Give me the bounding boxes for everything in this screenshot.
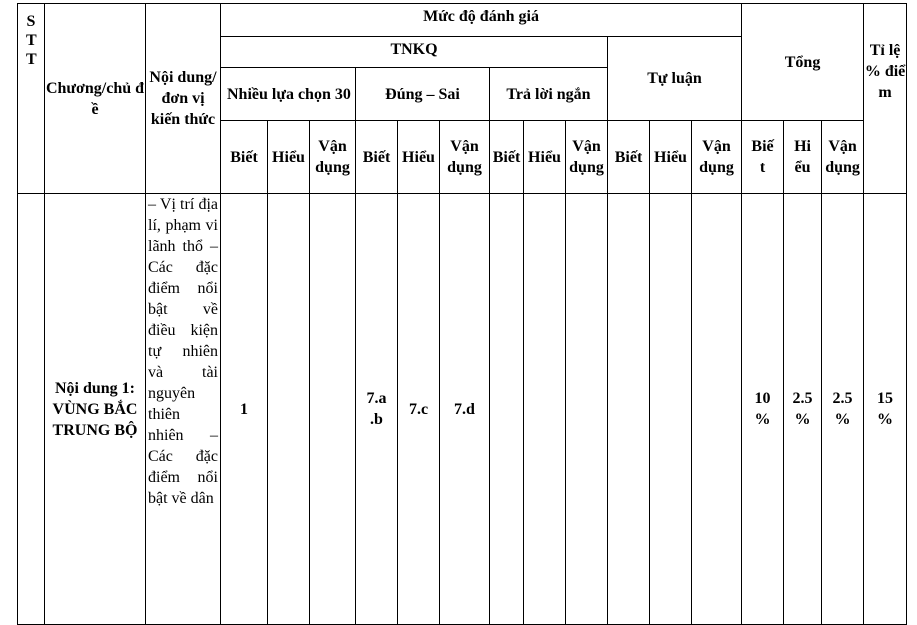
stt-label: STT <box>26 13 37 68</box>
header-total: Tổng <box>742 4 864 121</box>
assessment-matrix-table <box>17 3 907 625</box>
header-essay: Tự luận <box>608 37 742 121</box>
row-essay-apply <box>692 194 742 625</box>
header-short-answer: Trả lời ngắn <box>490 68 608 121</box>
score-ratio-label: Tỉ lệ % điểm <box>864 42 906 101</box>
row-content: – Vị trí địa lí, phạm vi lãnh thổ – Các đặc điểm nổi bật về điều kiện tự nhiên và tài nguyên thiên nhiên – Các đặc điểm nổi bật về dân <box>146 194 221 625</box>
header-tnkq: TNKQ <box>221 37 608 68</box>
header-content <box>146 4 221 194</box>
level-sa-apply: Vận dụng <box>566 121 608 194</box>
header-score-ratio <box>864 4 907 194</box>
row-tf-understand: 7.c <box>398 194 440 625</box>
level-mc-understand: Hiểu <box>268 121 310 194</box>
level-essay-understand: Hiểu <box>650 121 692 194</box>
row-tf-know: 7.a .b <box>356 194 398 625</box>
chapter-label: Chương/chủ đề <box>45 79 145 118</box>
row-mc-know: 1 <box>221 194 268 625</box>
row-sa-apply <box>566 194 608 625</box>
header-true-false: Đúng – Sai <box>356 68 490 121</box>
row-tf-apply: 7.d <box>440 194 490 625</box>
level-tf-apply: Vận dụng <box>440 121 490 194</box>
level-sa-understand: Hiểu <box>524 121 566 194</box>
table-row <box>18 194 907 625</box>
row-score-ratio: 15 % <box>864 194 907 625</box>
row-sa-know <box>490 194 524 625</box>
level-total-apply: Vận dụng <box>822 121 864 194</box>
content-label: Nội dung/ đơn vị kiến thức <box>149 69 217 128</box>
header-multiple-choice: Nhiều lựa chọn 30 <box>221 68 356 121</box>
header-chapter <box>45 4 146 194</box>
level-sa-know: Biết <box>490 121 524 194</box>
level-tf-understand: Hiểu <box>398 121 440 194</box>
row-total-apply: 2.5 % <box>822 194 864 625</box>
row-chapter: Nội dung 1: VÙNG BẮC TRUNG BỘ <box>45 194 146 625</box>
row-essay-know <box>608 194 650 625</box>
header-assessment-level: Mức độ đánh giá <box>221 4 742 37</box>
level-total-understand: Hiểu <box>784 121 822 194</box>
row-total-understand: 2.5 % <box>784 194 822 625</box>
level-essay-apply: Vận dụng <box>692 121 742 194</box>
row-essay-understand <box>650 194 692 625</box>
header-stt <box>18 4 45 194</box>
row-total-know: 10 % <box>742 194 784 625</box>
level-tf-know: Biết <box>356 121 398 194</box>
level-essay-know: Biết <box>608 121 650 194</box>
row-sa-understand <box>524 194 566 625</box>
row-mc-understand <box>268 194 310 625</box>
row-stt <box>18 194 45 625</box>
level-total-know: Biết <box>742 121 784 194</box>
level-mc-know: Biết <box>221 121 268 194</box>
row-mc-apply <box>310 194 356 625</box>
level-mc-apply: Vận dụng <box>310 121 356 194</box>
